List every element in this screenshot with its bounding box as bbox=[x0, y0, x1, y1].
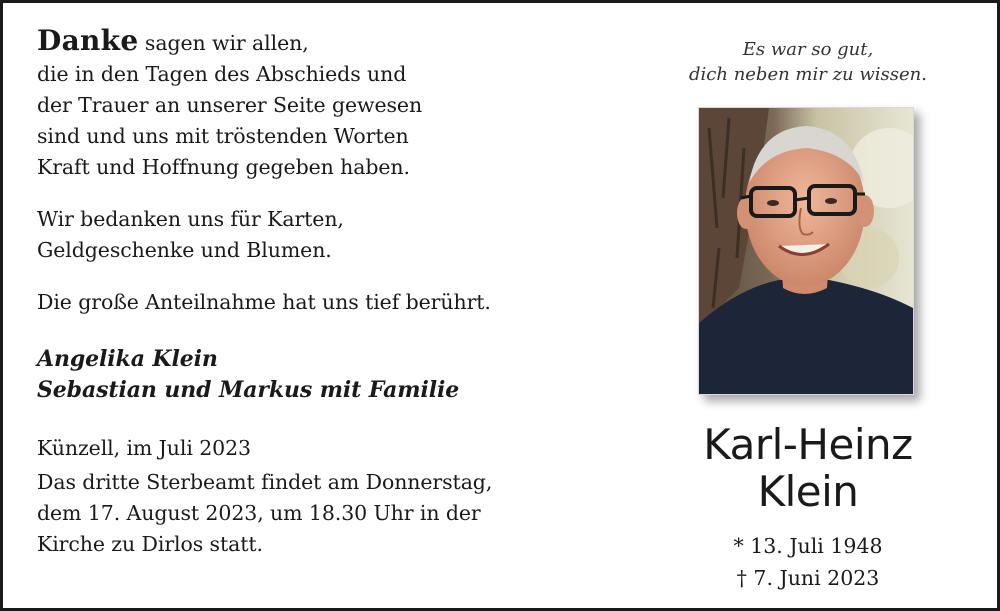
thanks-column bbox=[37, 25, 557, 560]
place-date: Künzell, im Juli 2023 bbox=[37, 436, 251, 460]
deceased-last-name: Klein bbox=[757, 467, 859, 516]
thanks-line: Kraft und Hoffnung gegeben haben. bbox=[37, 155, 410, 179]
service-line: Das dritte Sterbeamt findet am Donnerstag, bbox=[37, 470, 493, 494]
motto-line: Es war so gut, bbox=[742, 39, 874, 60]
thanks-intro bbox=[37, 25, 557, 59]
sympathy-line: Die große Anteilnahme hat uns tief berührt. bbox=[37, 290, 491, 314]
thanks-line: der Trauer an unserer Seite gewesen bbox=[37, 93, 423, 117]
portrait-photo bbox=[698, 107, 914, 395]
motto-line: dich neben mir zu wissen. bbox=[689, 64, 927, 85]
birth-date: * 13. Juli 1948 bbox=[733, 534, 883, 558]
thanks-lead-rest: sagen wir allen, bbox=[138, 31, 309, 55]
thanks-line: die in den Tagen des Abschieds und bbox=[37, 62, 407, 86]
life-dates bbox=[643, 530, 973, 594]
signers bbox=[37, 344, 557, 406]
deceased-first-name: Karl-Heinz bbox=[703, 420, 913, 469]
thanks-lead-word: Danke bbox=[37, 24, 139, 57]
memorial-column bbox=[643, 3, 973, 608]
thanks-line: sind und uns mit tröstenden Worten bbox=[37, 124, 409, 148]
deceased-name bbox=[643, 421, 973, 515]
portrait-image bbox=[699, 108, 913, 394]
signer-name: Angelika Klein bbox=[37, 346, 218, 372]
signer-name: Sebastian und Markus mit Familie bbox=[37, 377, 460, 403]
death-date: † 7. Juni 2023 bbox=[736, 566, 880, 590]
gratitude-line: Geldgeschenke und Blumen. bbox=[37, 238, 332, 262]
motto bbox=[643, 37, 973, 87]
service-line: dem 17. August 2023, um 18.30 Uhr in der bbox=[37, 501, 481, 525]
service-line: Kirche zu Dirlos statt. bbox=[37, 532, 263, 556]
gratitude-line: Wir bedanken uns für Karten, bbox=[37, 207, 344, 231]
